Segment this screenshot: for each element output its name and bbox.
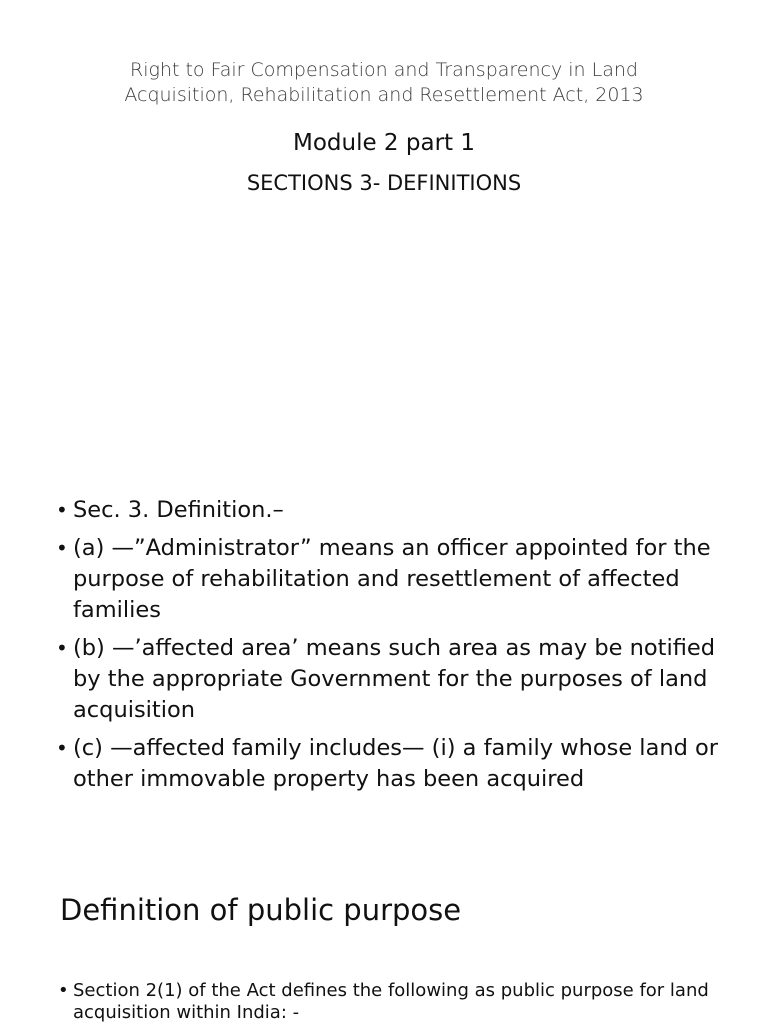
definition-item [56,495,736,526]
bullet-icon: • [56,536,68,560]
public-purpose-item [58,980,718,1024]
definitions-list [56,495,736,802]
bullet-icon: • [56,636,68,660]
module-title: Module 2 part 1 [292,130,475,156]
title-slide [0,0,768,460]
bullet-icon: • [56,498,68,522]
public-purpose-heading: Definition of public purpose [60,893,462,927]
definition-text: (b) —’affected area’ means such area as may be notified by the appropriate Government for the purposes of land acquisition [73,635,716,723]
definitions-slide [0,495,768,825]
sections-title: SECTIONS 3- DEFINITIONS [246,171,522,195]
definition-text: (a) —”Administrator” means an officer appointed for the purpose of rehabilitation and resettlement of affected families [73,535,711,623]
public-purpose-list [58,980,718,1024]
definition-text: (c) —affected family includes— (i) a family whose land or other immovable property has been acquired [73,735,719,792]
act-title [60,58,708,108]
definition-item [56,733,736,795]
public-purpose-text: Section 2(1) of the Act defines the following as public purpose for land acquisition within India: - [73,980,709,1023]
bullet-icon: • [56,736,68,760]
bullet-icon: • [58,980,69,1001]
act-title-line-2: Acquisition, Rehabilitation and Resettlement Act, 2013 [124,84,644,106]
definition-text: Sec. 3. Definition.– [73,497,284,523]
public-purpose-slide [0,880,768,1024]
definition-item [56,533,736,626]
act-title-line-1: Right to Fair Compensation and Transparency in Land [130,59,638,81]
definition-item [56,633,736,726]
